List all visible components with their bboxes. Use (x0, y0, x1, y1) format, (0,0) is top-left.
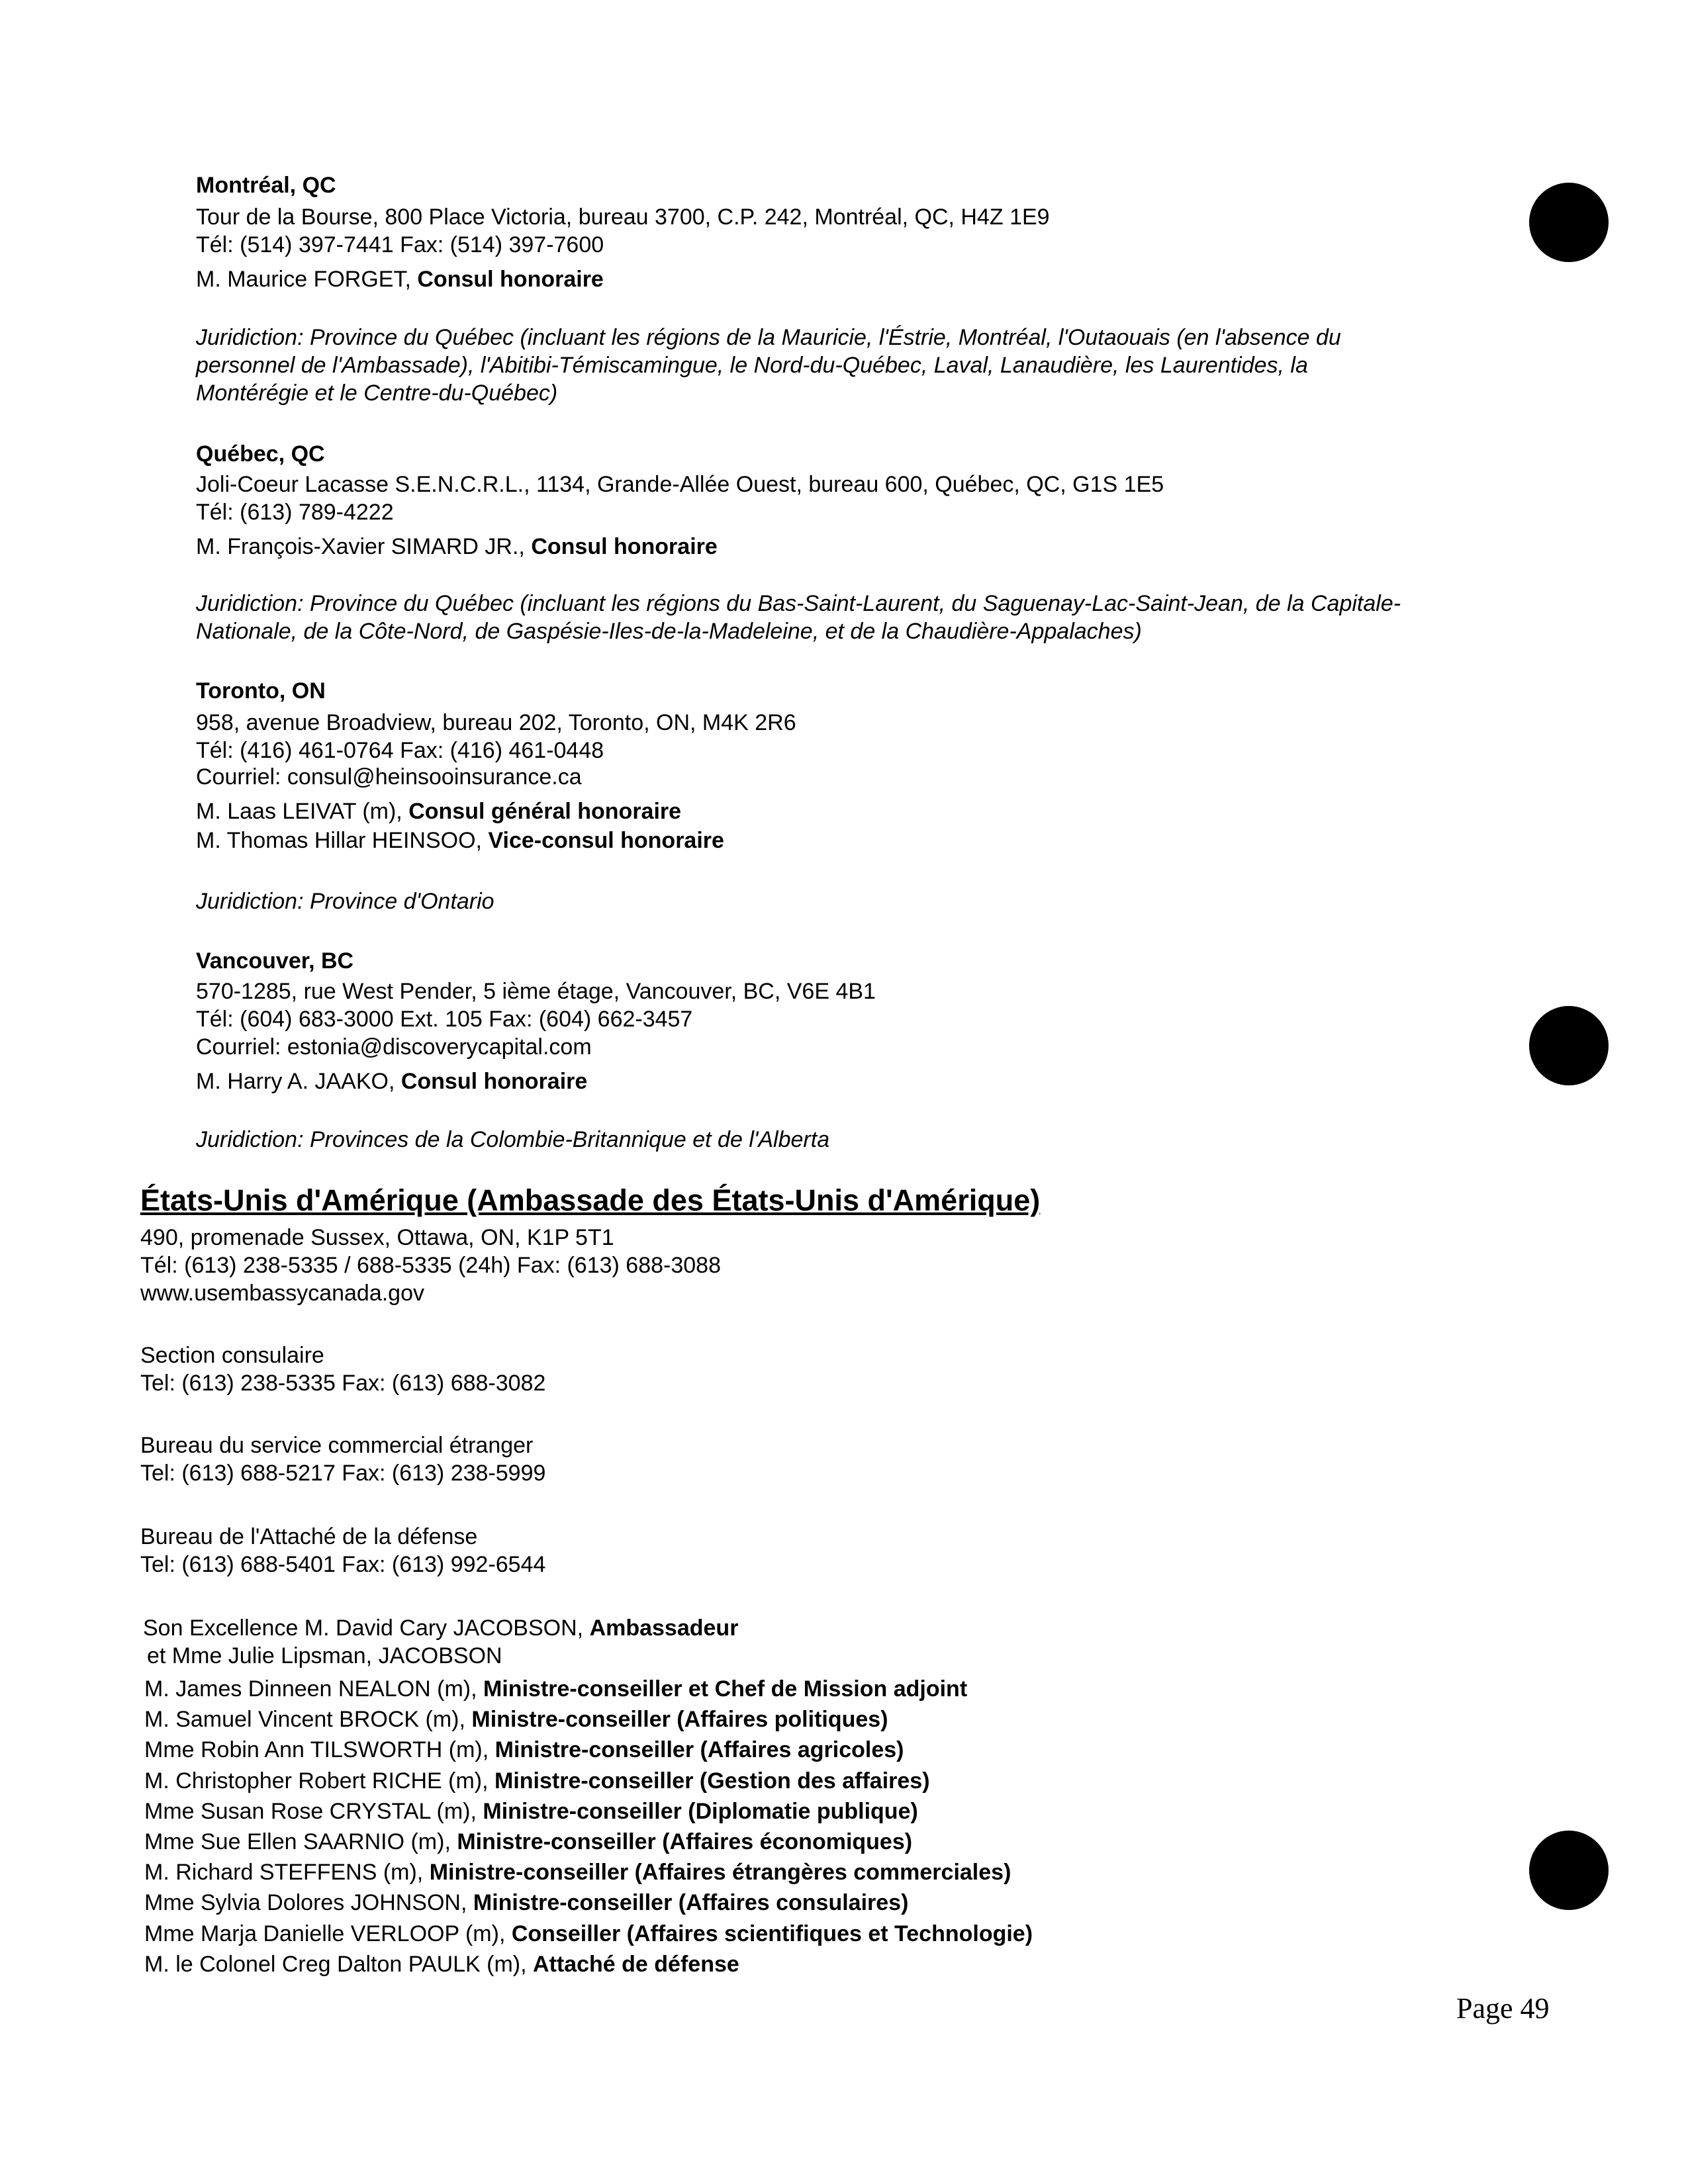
consulate-address: Joli-Coeur Lacasse S.E.N.C.R.L., 1134, Grande-Allée Ouest, bureau 600, Québec, QC, G1S 1E5 (196, 472, 1164, 497)
punch-hole-top (1529, 183, 1609, 262)
consul-title: Vice-consul honoraire (488, 828, 724, 853)
staff-title: Ministre-conseiller (Diplomatie publique) (483, 1799, 918, 1824)
office-name: Bureau du service commercial étranger (140, 1433, 534, 1458)
consul-name: M. François-Xavier SIMARD JR., (196, 534, 532, 559)
consul-name: M. Harry A. JAAKO, (196, 1069, 401, 1094)
jurisdiction-line: Juridiction: Province du Québec (incluant les régions du Bas-Saint-Laurent, du Saguenay-Lac-Saint-Jean, de la Capitale- (196, 591, 1401, 616)
staff-title: Ministre-conseiller et Chef de Mission adjoint (483, 1676, 968, 1702)
consulate-phone: Tél: (604) 683-3000 Ext. 105 Fax: (604) 662-3457 (196, 1007, 693, 1032)
consulate-email: Courriel: consul@heinsooinsurance.ca (196, 764, 582, 790)
staff-title: Ministre-conseiller (Affaires étrangères commerciales) (429, 1860, 1011, 1885)
ambassador-name: Son Excellence M. David Cary JACOBSON, (143, 1615, 590, 1641)
staff-name: M. Richard STEFFENS (m), (144, 1860, 430, 1885)
staff-entry (144, 1919, 1033, 1948)
staff-entry (144, 1674, 967, 1704)
ambassador-title: Ambassadeur (589, 1615, 739, 1641)
consulate-phone: Tél: (416) 461-0764 Fax: (416) 461-0448 (196, 738, 604, 763)
staff-title: Ministre-conseiller (Affaires consulaires) (473, 1890, 909, 1915)
consulate-city: Québec, QC (196, 441, 325, 467)
staff-name: Mme Sue Ellen SAARNIO (m), (144, 1829, 457, 1854)
staff-name: M. Christopher Robert RICHE (m), (144, 1768, 494, 1794)
consulate-address: 570-1285, rue West Pender, 5 ième étage, Vancouver, BC, V6E 4B1 (196, 979, 876, 1004)
staff-name: Mme Robin Ann TILSWORTH (m), (144, 1737, 495, 1762)
staff-name: M. Samuel Vincent BROCK (m), (144, 1707, 472, 1732)
staff-title: Ministre-conseiller (Affaires agricoles) (494, 1737, 904, 1762)
staff-entry (144, 1827, 912, 1856)
office-phone: Tel: (613) 238-5335 Fax: (613) 688-3082 (140, 1371, 546, 1396)
office-phone: Tel: (613) 688-5217 Fax: (613) 238-5999 (140, 1461, 546, 1486)
consul-name: M. Laas LEIVAT (m), (196, 799, 409, 824)
office-phone: Tel: (613) 688-5401 Fax: (613) 992-6544 (140, 1552, 546, 1577)
ambassador-entry (143, 1614, 738, 1643)
office-name: Section consulaire (140, 1343, 324, 1368)
consul-entry (196, 532, 718, 561)
consul-entry (196, 265, 604, 294)
staff-entry (144, 1950, 739, 1979)
staff-entry (144, 1888, 908, 1917)
consulate-address: 958, avenue Broadview, bureau 202, Toronto, ON, M4K 2R6 (196, 710, 796, 735)
punch-hole-middle (1529, 1006, 1609, 1085)
jurisdiction-line: Juridiction: Province d'Ontario (196, 889, 494, 914)
consul-name: M. Maurice FORGET, (196, 267, 418, 292)
staff-name: M. le Colonel Creg Dalton PAULK (m), (144, 1952, 534, 1977)
staff-name: Mme Susan Rose CRYSTAL (m), (144, 1799, 483, 1824)
staff-entry (144, 1858, 1011, 1887)
jurisdiction-line: Montérégie et le Centre-du-Québec) (196, 381, 558, 406)
staff-name: Mme Marja Danielle VERLOOP (m), (144, 1921, 512, 1946)
section-heading: États-Unis d'Amérique (Ambassade des États-Unis d'Amérique) (140, 1183, 1041, 1217)
embassy-website: www.usembassycanada.gov (140, 1281, 425, 1306)
staff-title: Ministre-conseiller (Gestion des affaires) (494, 1768, 930, 1794)
staff-name: Mme Sylvia Dolores JOHNSON, (144, 1890, 473, 1915)
consul-entry (196, 826, 724, 855)
consulate-phone: Tél: (613) 789-4222 (196, 500, 394, 525)
consul-entry (196, 1067, 587, 1096)
consulate-city: Toronto, ON (196, 678, 326, 704)
staff-entry (144, 1766, 930, 1796)
consulate-city: Vancouver, BC (196, 948, 354, 974)
consul-title: Consul honoraire (417, 267, 604, 292)
staff-entry (144, 1797, 918, 1826)
staff-title: Attaché de défense (533, 1952, 739, 1977)
office-name: Bureau de l'Attaché de la défense (140, 1524, 478, 1549)
consulate-address: Tour de la Bourse, 800 Place Victoria, bureau 3700, C.P. 242, Montréal, QC, H4Z 1E9 (196, 205, 1050, 230)
staff-title: Conseiller (Affaires scientifiques et Technologie) (511, 1921, 1033, 1946)
consul-title: Consul général honoraire (408, 799, 682, 824)
jurisdiction-line: Juridiction: Province du Québec (incluant les régions de la Mauricie, l'Éstrie, Montréal, l'Outaouais (en l'absence du (196, 325, 1341, 350)
jurisdiction-line: personnel de l'Ambassade), l'Abitibi-Témiscamingue, le Nord-du-Québec, Laval, Lanaudière, les Laurentides, la (196, 353, 1308, 378)
staff-title: Ministre-conseiller (Affaires économiques) (457, 1829, 913, 1854)
jurisdiction-line: Nationale, de la Côte-Nord, de Gaspésie-Iles-de-la-Madeleine, et de la Chaudière-Appalaches) (196, 619, 1142, 644)
consulate-city: Montréal, QC (196, 173, 336, 198)
staff-entry (144, 1735, 904, 1764)
staff-entry (144, 1705, 888, 1734)
punch-hole-bottom (1529, 1831, 1609, 1910)
consul-title: Consul honoraire (400, 1069, 588, 1094)
consulate-email: Courriel: estonia@discoverycapital.com (196, 1034, 592, 1060)
embassy-address: 490, promenade Sussex, Ottawa, ON, K1P 5T1 (140, 1225, 614, 1250)
page-number: Page 49 (1456, 1992, 1550, 2025)
consulate-phone: Tél: (514) 397-7441 Fax: (514) 397-7600 (196, 232, 604, 257)
consul-entry (196, 797, 681, 826)
embassy-phone: Tél: (613) 238-5335 / 688-5335 (24h) Fax: (613) 688-3088 (140, 1253, 721, 1278)
consul-name: M. Thomas Hillar HEINSOO, (196, 828, 489, 853)
ambassador-spouse: et Mme Julie Lipsman, JACOBSON (147, 1643, 502, 1668)
staff-title: Ministre-conseiller (Affaires politiques) (471, 1707, 888, 1732)
jurisdiction-line: Juridiction: Provinces de la Colombie-Britannique et de l'Alberta (196, 1127, 830, 1152)
staff-name: M. James Dinneen NEALON (m), (144, 1676, 484, 1702)
consul-title: Consul honoraire (531, 534, 718, 559)
